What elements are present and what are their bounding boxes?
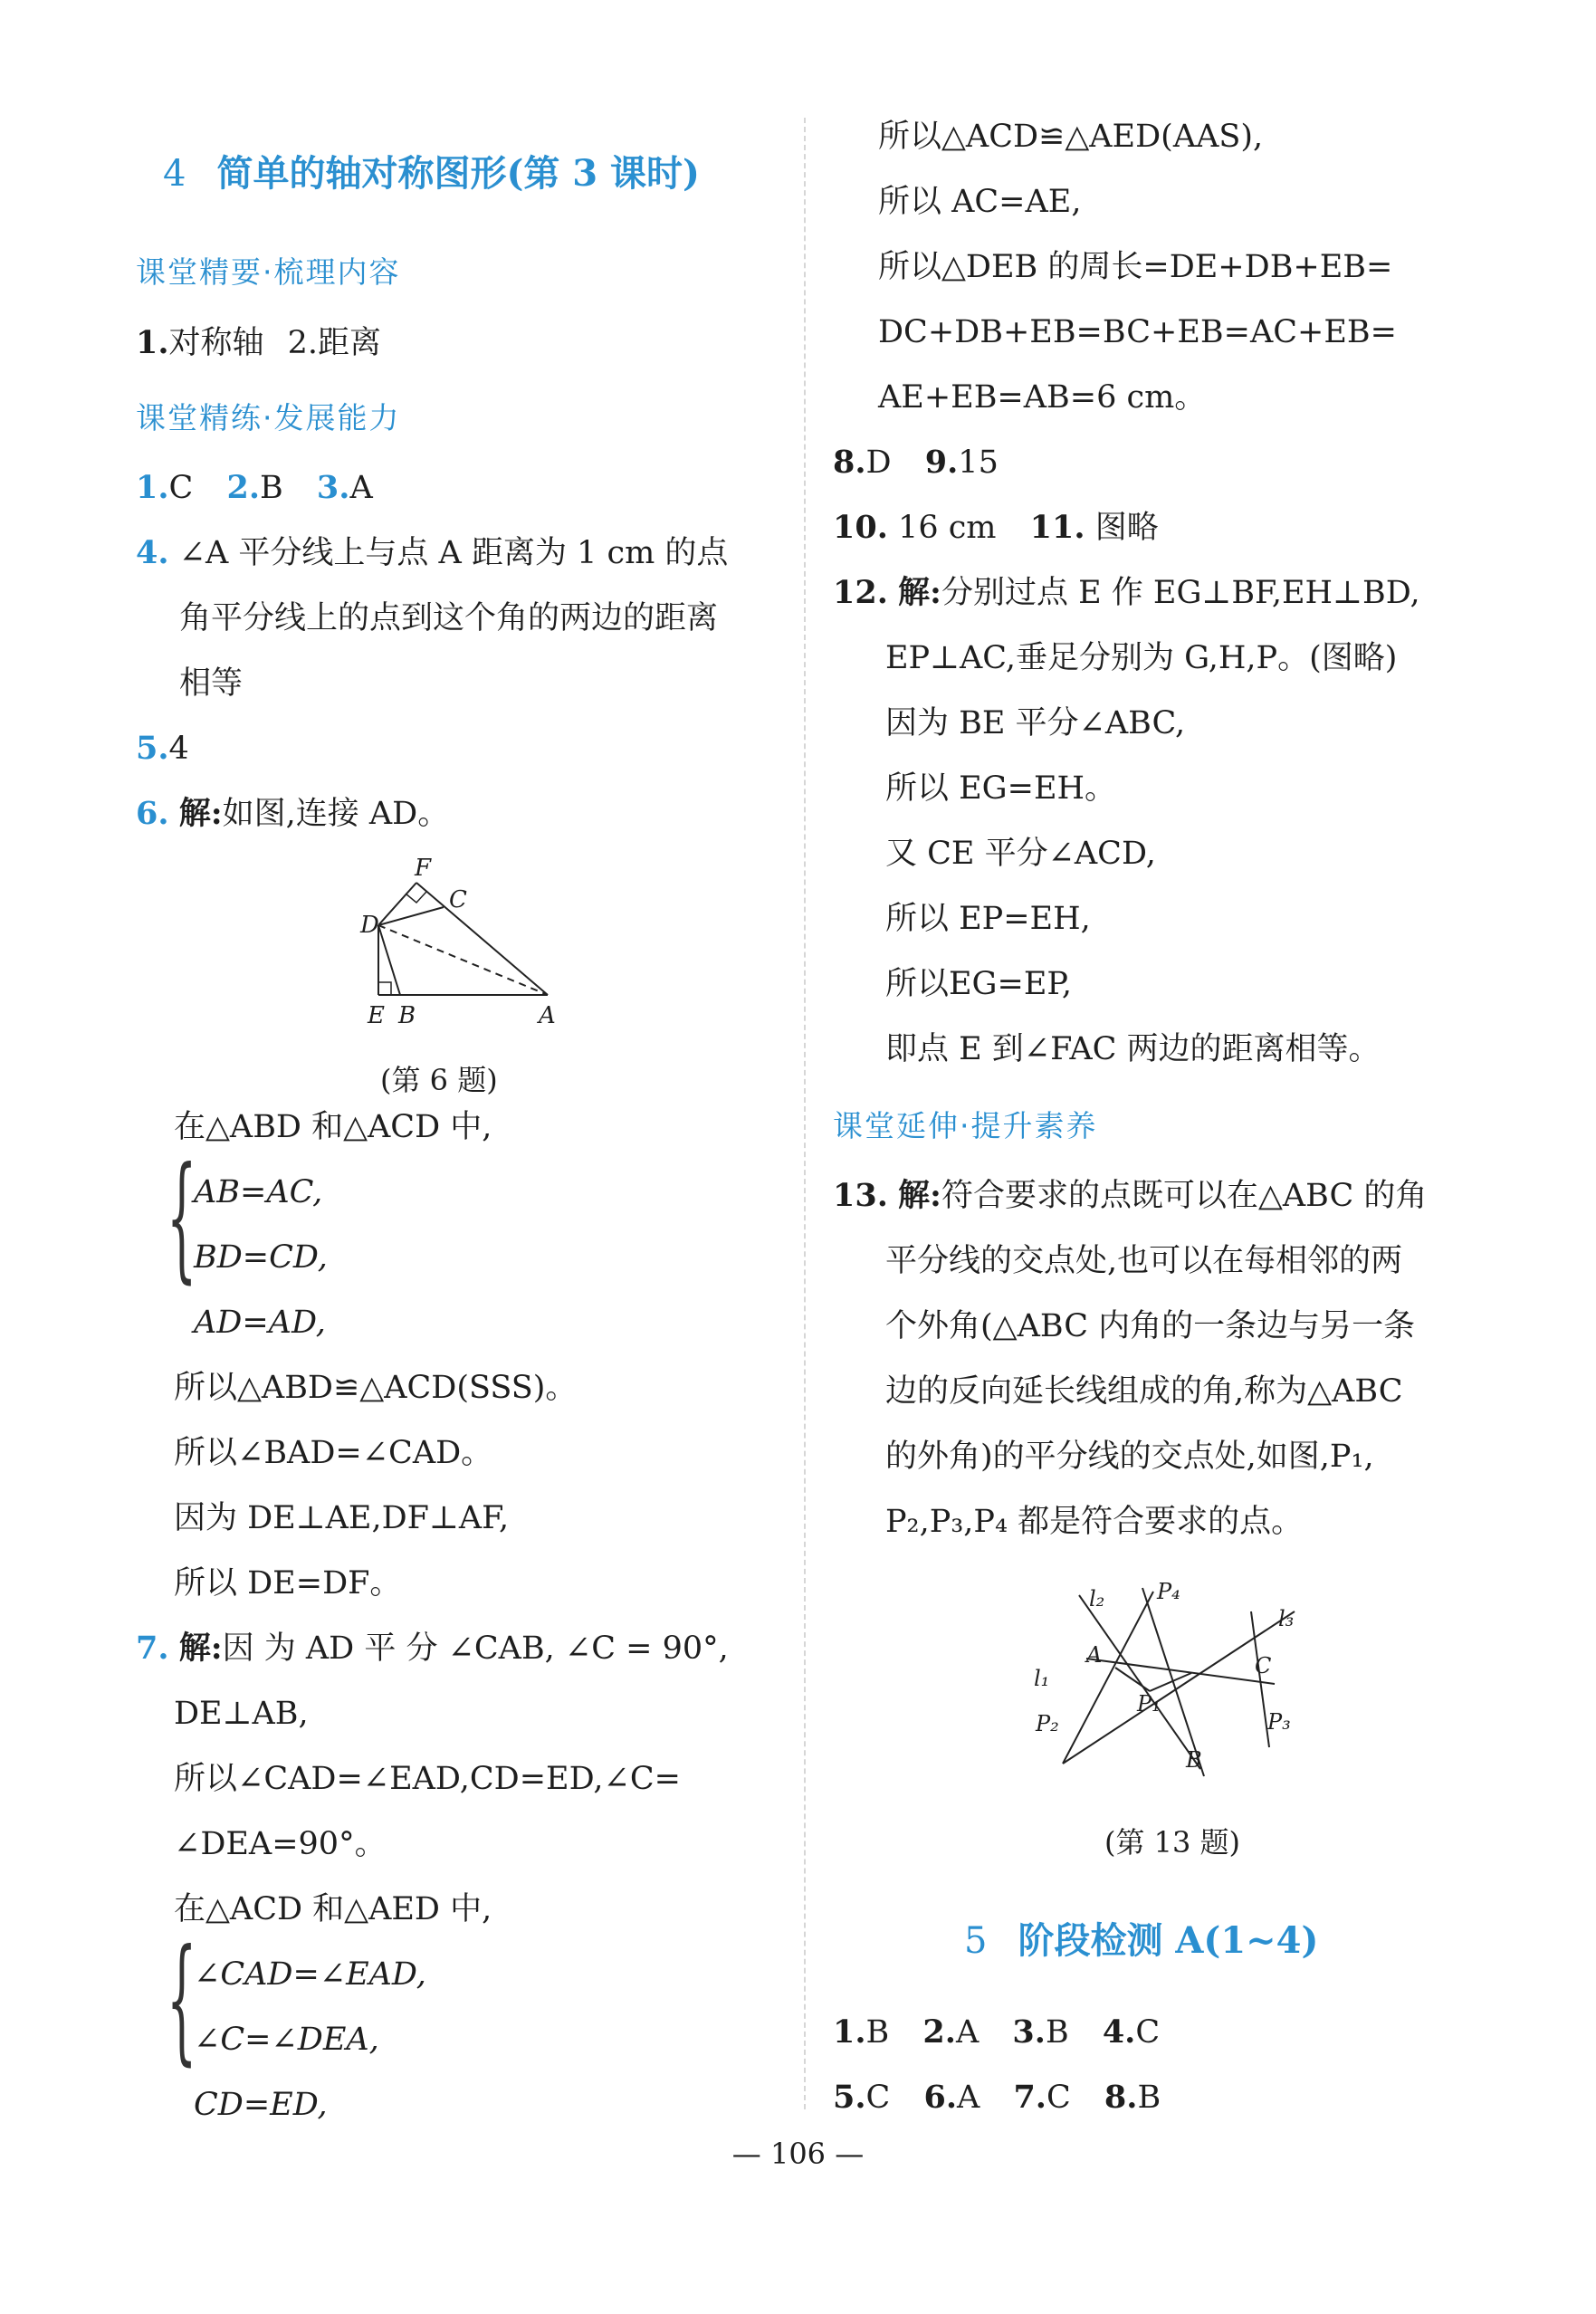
line-l2 xyxy=(1079,1595,1200,1769)
r-line-3: 所以△DEB 的周长=DE+DB+EB= xyxy=(878,249,1393,285)
segment-FA xyxy=(416,883,548,995)
left-column xyxy=(127,0,797,2173)
q13-line-3: 个外角(△ABC 内角的一条边与另一条 xyxy=(885,1308,1416,1344)
q13-line-6: P₂,P₃,P₄ 都是符合要求的点。 xyxy=(885,1504,1304,1540)
r-line-2: 所以 AC=AE, xyxy=(878,184,1082,220)
answer-line-1-3: 1.C 2.B 3.A xyxy=(136,469,373,506)
q12-line-8: 即点 E 到∠FAC 两边的距离相等。 xyxy=(885,1031,1381,1067)
q7-line-1: 7. 解:因 为 AD 平 分 ∠CAB, ∠C = 90°, xyxy=(136,1630,729,1667)
q12-line-4: 所以 EG=EH。 xyxy=(885,770,1117,807)
q7-line-5: 在△ACD 和△AED 中, xyxy=(174,1891,492,1927)
label-B: B xyxy=(1186,1747,1202,1773)
answer-line-8-9: 8.D 9.15 xyxy=(833,444,999,481)
q13-line-1: 13. 解:符合要求的点既可以在△ABC 的角 xyxy=(833,1177,1428,1214)
q6-line-6: 所以∠BAD=∠CAD。 xyxy=(174,1435,493,1471)
q6-line-1: 在△ABD 和△ACD 中, xyxy=(174,1109,492,1145)
column-divider xyxy=(804,118,806,2109)
q5-answer: 5.4 xyxy=(136,730,189,767)
segment-DF xyxy=(378,883,416,925)
q4-line-1: 4. ∠A 平分线上与点 A 距离为 1 cm 的点 xyxy=(136,534,729,571)
label-C: C xyxy=(449,886,467,913)
label-l3: l₃ xyxy=(1278,1606,1295,1631)
r-line-5: AE+EB=AB=6 cm。 xyxy=(878,379,1207,416)
q6-line-7: 因为 DE⊥AE,DF⊥AF, xyxy=(174,1500,510,1536)
q6-heading: 6. 解:如图,连接 AD。 xyxy=(136,795,450,832)
segment-DC xyxy=(378,907,444,925)
subhead-practice: 课堂精练·发展能力 xyxy=(136,400,401,435)
label-P1: P₁ xyxy=(1137,1691,1161,1716)
label-E: E xyxy=(368,1002,385,1029)
q7-brace-line-3: CD=ED, xyxy=(194,2087,328,2123)
line-AB-ext xyxy=(1063,1592,1153,1764)
q12-line-7: 所以EG=EP, xyxy=(885,966,1072,1002)
caption-q13: (第 13 题) xyxy=(1104,1825,1241,1860)
segment-DA-dashed xyxy=(378,925,548,995)
q7-brace-line-1: ∠CAD=∠EAD, xyxy=(194,1956,426,1993)
q7-line-3: 所以∠CAD=∠EAD,CD=ED,∠C= xyxy=(174,1761,681,1797)
label-A: A xyxy=(539,1002,556,1029)
right-angle-F xyxy=(406,892,426,903)
section-5-title: 5 阶段检测 A(1~4) xyxy=(964,1919,1319,1962)
line-P2-C xyxy=(1063,1611,1295,1764)
label-A: A xyxy=(1086,1642,1103,1668)
q6-line-5: 所以△ABD≌△ACD(SSS)。 xyxy=(174,1370,578,1406)
q13-line-4: 边的反向延长线组成的角,称为△ABC xyxy=(885,1373,1403,1410)
label-D: D xyxy=(360,912,379,939)
q12-line-6: 所以 EP=EH, xyxy=(885,901,1091,937)
q4-line-2: 角平分线上的点到这个角的两边的距离 xyxy=(179,600,719,636)
answer-line-10-11: 10. 16 cm 11. 图略 xyxy=(833,509,1159,546)
r-line-4: DC+DB+EB=BC+EB=AC+EB= xyxy=(878,314,1397,350)
q6-line-2: AB=AC, xyxy=(194,1174,323,1210)
label-P3: P₃ xyxy=(1267,1709,1291,1735)
answer-line-5-8: 5.C 6.A 7.C 8.B xyxy=(833,2079,1161,2116)
caption-q6: (第 6 题) xyxy=(380,1063,498,1097)
answer-line-1-2: 1.对称轴 2.距离 xyxy=(136,324,381,361)
label-F: F xyxy=(415,855,432,882)
segment-DB xyxy=(378,925,400,995)
line-l1 xyxy=(1086,1659,1275,1684)
q6-line-4: AD=AD, xyxy=(194,1305,326,1341)
label-C: C xyxy=(1255,1653,1272,1678)
q7-brace-line-2: ∠C=∠DEA, xyxy=(194,2022,379,2058)
brace-q6: { xyxy=(167,1139,197,1296)
q7-line-2: DE⊥AB, xyxy=(174,1696,309,1732)
q12-line-2: EP⊥AC,垂足分别为 G,H,P。(图略) xyxy=(885,640,1398,676)
q12-line-1: 12. 解:分别过点 E 作 EG⊥BF,EH⊥BD, xyxy=(833,574,1420,611)
line-l3 xyxy=(1251,1611,1272,1747)
label-l2: l₂ xyxy=(1089,1586,1105,1611)
right-angle-E xyxy=(378,982,391,995)
q13-line-2: 平分线的交点处,也可以在每相邻的两 xyxy=(885,1243,1403,1279)
brace-q7: { xyxy=(167,1921,197,2079)
section-4-title: 4 简单的轴对称图形(第 3 课时) xyxy=(163,152,700,195)
q13-line-5: 的外角)的平分线的交点处,如图,P₁, xyxy=(885,1439,1374,1475)
answer-line-1-4: 1.B 2.A 3.B 4.C xyxy=(833,2013,1161,2051)
label-B: B xyxy=(398,1002,416,1029)
page-number: — 106 — xyxy=(731,2137,865,2171)
label-P4: P₄ xyxy=(1157,1579,1180,1604)
q6-line-3: BD=CD, xyxy=(194,1239,328,1276)
q4-line-3: 相等 xyxy=(179,665,244,702)
subhead-summary: 课堂精要·梳理内容 xyxy=(136,254,401,290)
q6-line-8: 所以 DE=DF。 xyxy=(174,1565,402,1602)
q12-line-5: 又 CE 平分∠ACD, xyxy=(885,836,1156,872)
label-P2: P₂ xyxy=(1036,1711,1059,1736)
subhead-extension: 课堂延伸·提升素养 xyxy=(833,1108,1098,1143)
q12-line-3: 因为 BE 平分∠ABC, xyxy=(885,705,1186,741)
right-column xyxy=(833,0,1485,2173)
figure-q6 xyxy=(344,851,688,1032)
figure-q13 xyxy=(1034,1575,1313,1793)
label-l1: l₁ xyxy=(1034,1666,1050,1691)
r-line-1: 所以△ACD≌△AED(AAS), xyxy=(878,119,1264,155)
q7-line-4: ∠DEA=90°。 xyxy=(174,1826,387,1862)
